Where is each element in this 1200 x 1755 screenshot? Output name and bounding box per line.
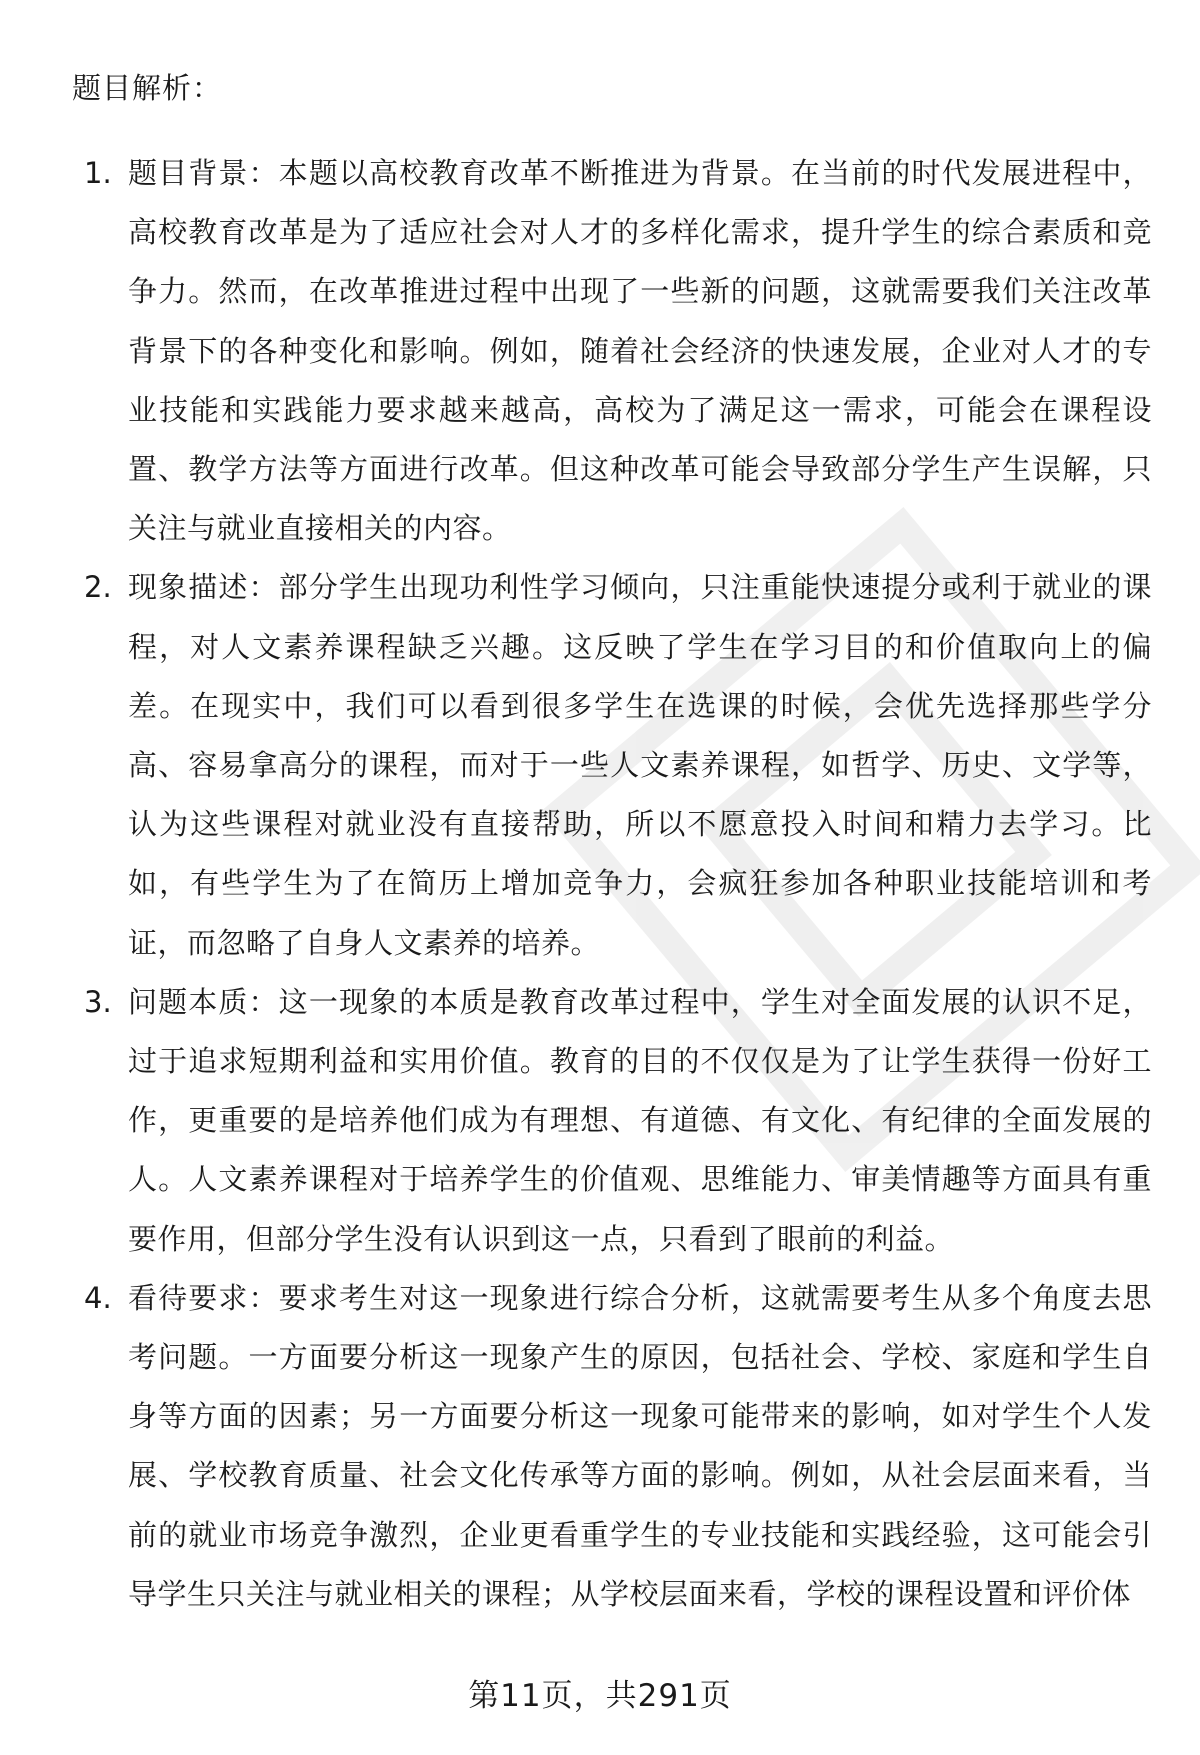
section-heading: 题目解析： (72, 71, 223, 105)
list-item (72, 1269, 1152, 1624)
page-number: 第11页，共291页 (468, 1678, 732, 1714)
item-number: 1. (84, 156, 112, 190)
item-text: 现象描述：部分学生出现功利性学习倾向，只注重能快速提分或利于就业的课程，对人文素养课程缺乏兴趣。这反映了学生在学习目的和价值取向上的偏差。在现实中，我们可以看到很多学生在选课的时候，会优先选择那些学分高、容易拿高分的课程，而对于一些人文素养课程，如哲学、历史、文学等，认为这些课程对就业没有直接帮助，所以不愿意投入时间和精力去学习。比如，有些学生为了在简历上增加竞争力，会疯狂参加各种职业技能培训和考证，而忽略了自身人文素养的培养。 (128, 570, 1152, 960)
list-item (72, 973, 1152, 1269)
item-text: 看待要求：要求考生对这一现象进行综合分析，这就需要考生从多个角度去思考问题。一方面要分析这一现象产生的原因，包括社会、学校、家庭和学生自身等方面的因素；另一方面要分析这一现象可能带来的影响，如对学生个人发展、学校教育质量、社会文化传承等方面的影响。例如，从社会层面来看，当前的就业市场竞争激烈，企业更看重学生的专业技能和实践经验，这可能会引导学生只关注与就业相关的课程；从学校层面来看，学校的课程设置和评价体 (128, 1280, 1152, 1611)
list-item (72, 558, 1152, 972)
item-number: 2. (84, 570, 112, 605)
list-item (72, 144, 1152, 558)
item-number: 3. (84, 984, 112, 1019)
item-text: 题目背景：本题以高校教育改革不断推进为背景。在当前的时代发展进程中，高校教育改革是为了适应社会对人才的多样化需求，提升学生的综合素质和竞争力。然而，在改革推进过程中出现了一些新的问题，这就需要我们关注改革背景下的各种变化和影响。例如，随着社会经济的快速发展，企业对人才的专业技能和实践能力要求越来越高，高校为了满足这一需求，可能会在课程设置、教学方法等方面进行改革。但这种改革可能会导致部分学生产生误解，只关注与就业直接相关的内容。 (128, 156, 1152, 546)
item-number: 4. (84, 1280, 112, 1315)
analysis-list (72, 144, 1152, 1624)
item-text: 问题本质：这一现象的本质是教育改革过程中，学生对全面发展的认识不足，过于追求短期利益和实用价值。教育的目的不仅仅是为了让学生获得一份好工作，更重要的是培养他们成为有理想、有道德、有文化、有纪律的全面发展的人。人文素养课程对于培养学生的价值观、思维能力、审美情趣等方面具有重要作用，但部分学生没有认识到这一点，只看到了眼前的利益。 (128, 984, 1152, 1256)
